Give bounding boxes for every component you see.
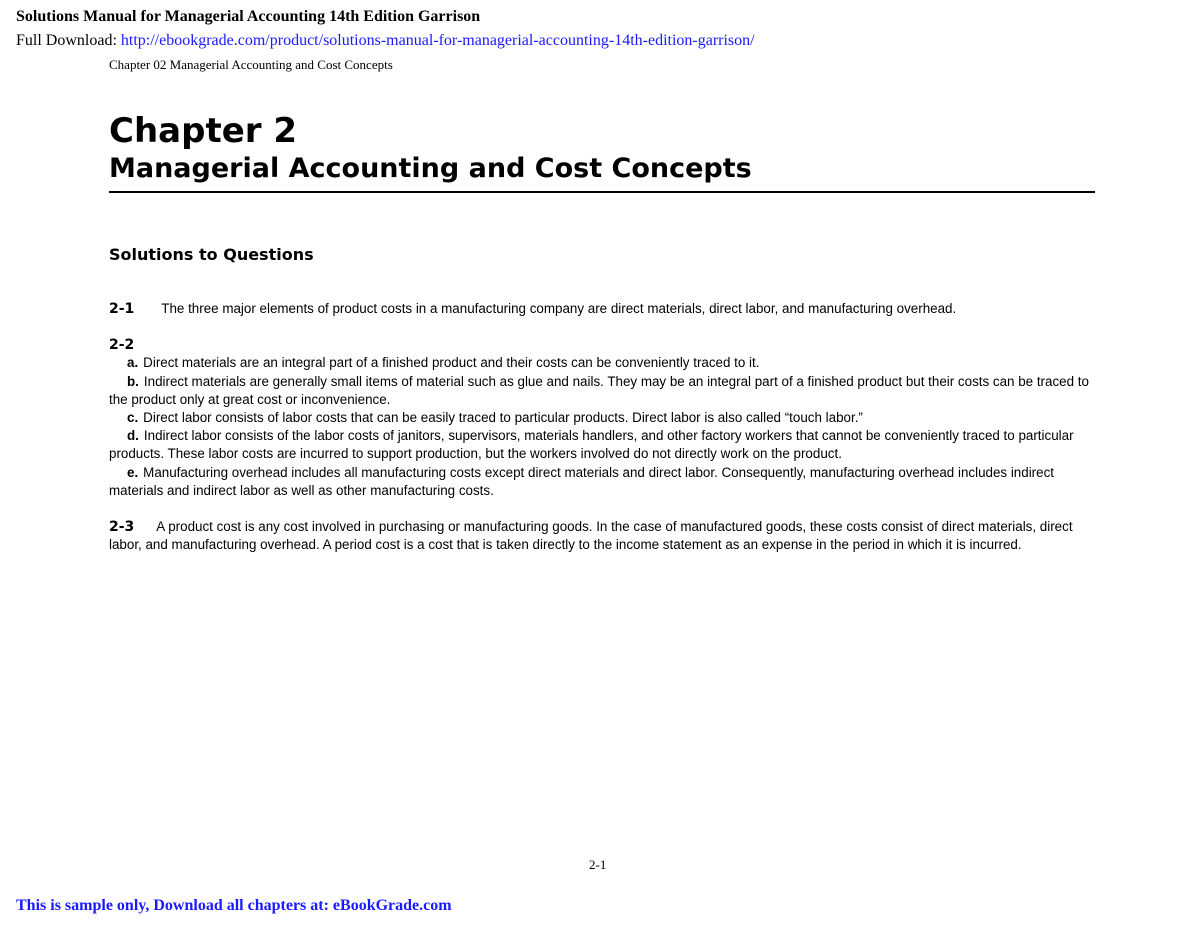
item-text: Direct materials are an integral part of a finished product and their costs can be conveniently traced to it. [143,355,760,371]
download-label: Full Download: [16,32,117,49]
footer-note: This is sample only, Download all chapters at: eBookGrade.com [16,897,452,914]
question-number: 2-2 [109,337,135,354]
section-heading: Solutions to Questions [109,245,314,264]
item-letter: b. [127,373,139,389]
running-header: Chapter 02 Managerial Accounting and Cost Concepts [109,57,393,72]
question-2-3 [109,518,1094,554]
chapter-title: Managerial Accounting and Cost Concepts [109,153,752,184]
list-item [109,427,1094,463]
chapter-heading [109,110,1095,186]
question-2-2 [109,336,1094,354]
list-item [109,409,1094,427]
item-text: Manufacturing overhead includes all manufacturing costs except direct materials and direct labor. Consequently, manufacturing overhead includes indirect materials and indirect labor as well as other manufacturing costs. [109,464,1054,498]
item-letter: e. [127,464,139,480]
chapter-number: Chapter 2 [109,111,298,151]
page-number: 2-1 [589,857,607,872]
list-item [109,373,1094,409]
heading-rule [109,191,1095,193]
item-letter: c. [127,410,139,426]
list-item [109,354,1094,372]
item-letter: d. [127,428,139,444]
document-banner-title: Solutions Manual for Managerial Accounting 14th Edition Garrison [16,8,481,25]
question-number: 2-1 [109,301,135,317]
question-text: A product cost is any cost involved in purchasing or manufacturing goods. In the case of manufactured goods, these costs consist of direct materials, direct labor, and manufacturing overhead. A period cost is a cost that is taken directly to the income statement as an expense in the period in which it is incurred. [109,519,1073,553]
item-text: Indirect labor consists of the labor costs of janitors, supervisors, materials handlers, and other factory workers that cannot be conveniently traced to particular products. These labor costs are incurred to support production, but the workers involved do not directly work on the product. [109,428,1074,462]
item-text: Direct labor consists of labor costs that can be easily traced to particular products. Direct labor is also called “touch labor.” [143,410,863,426]
item-text: Indirect materials are generally small items of material such as glue and nails. They may be an integral part of a finished product but their costs can be traced to the product only at great cost or inconvenience. [109,373,1089,407]
question-2-1 [109,300,1094,318]
item-letter: a. [127,355,139,371]
question-text: The three major elements of product costs in a manufacturing company are direct materials, direct labor, and manufacturing overhead. [161,301,957,316]
solutions-body [109,300,1094,554]
question-number: 2-3 [109,519,135,536]
download-link[interactable]: http://ebookgrade.com/product/solutions-manual-for-managerial-accounting-14th-edition-garrison/ [120,32,755,49]
list-item [109,464,1094,500]
download-line [16,32,755,50]
